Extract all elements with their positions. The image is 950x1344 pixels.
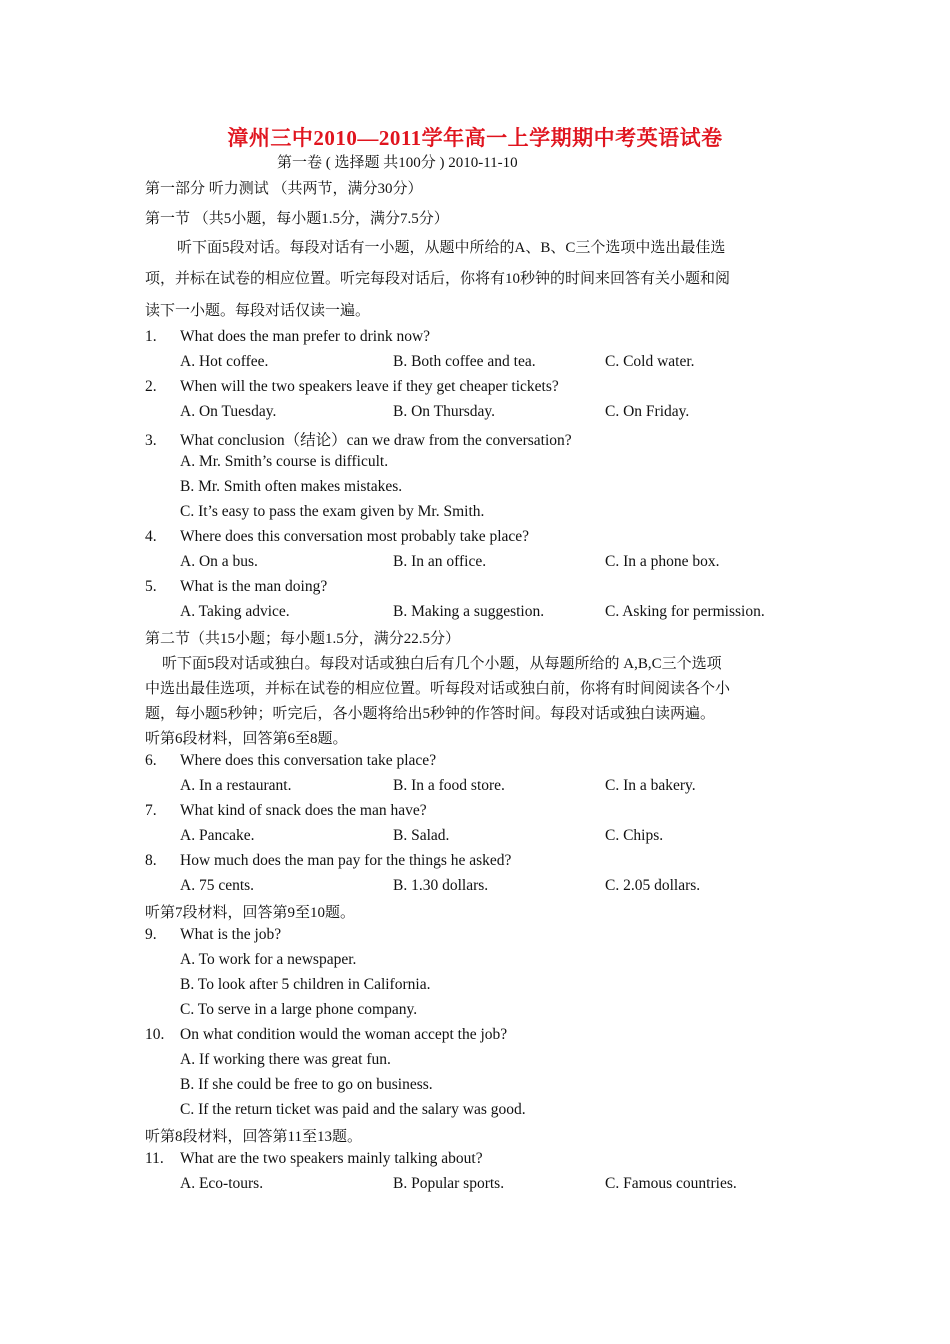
- option-b: B. In an office.: [393, 553, 487, 570]
- question-3: [145, 428, 572, 450]
- option-c: C. 2.05 dollars.: [605, 877, 701, 894]
- question-2: [145, 378, 559, 396]
- option-b: B. In a food store.: [393, 777, 505, 794]
- option-b: B. 1.30 dollars.: [393, 877, 489, 894]
- option-a: A. 75 cents.: [180, 877, 255, 894]
- material-8-instruction: 听第8段材料，回答第11至13题。: [145, 1129, 362, 1145]
- question-text: Where does this conversation take place?: [180, 752, 437, 769]
- question-8: [145, 852, 511, 870]
- option-b: B. Mr. Smith often makes mistakes.: [180, 478, 403, 495]
- option-c: C. Asking for permission.: [605, 603, 765, 620]
- intro2-line3: 题，每小题5秒钟；听完后，各小题将给出5秒钟的作答时间。每段对话或独白读两遍。: [145, 706, 716, 722]
- section2-heading: 第二节（共15小题；每小题1.5分，满分22.5分）: [145, 631, 461, 647]
- option-a: A. On a bus.: [180, 553, 258, 570]
- option-a: A. If working there was great fun.: [180, 1051, 391, 1068]
- material-7-instruction: 听第7段材料，回答第9至10题。: [145, 905, 356, 921]
- intro1-line1: 听下面5段对话。每段对话有一小题，从题中所给的A、B、C三个选项中选出最佳选: [177, 240, 726, 256]
- option-b: B. Both coffee and tea.: [393, 353, 536, 370]
- question-number: 5.: [145, 578, 157, 595]
- option-c: C. If the return ticket was paid and the salary was good.: [180, 1101, 526, 1118]
- question-6: [145, 752, 436, 770]
- option-b: B. Salad.: [393, 827, 450, 844]
- question-5: [145, 578, 327, 596]
- question-number: 8.: [145, 852, 157, 869]
- option-c: C. On Friday.: [605, 403, 690, 420]
- question-text: What is the job?: [180, 926, 282, 943]
- question-text: When will the two speakers leave if they get cheaper tickets?: [180, 378, 559, 395]
- question-number: 1.: [145, 328, 157, 345]
- option-b: B. Popular sports.: [393, 1175, 505, 1192]
- question-number: 7.: [145, 802, 157, 819]
- option-a: A. Hot coffee.: [180, 353, 269, 370]
- question-7: [145, 802, 427, 820]
- question-10: [145, 1026, 507, 1044]
- question-1: [145, 328, 430, 346]
- question-text: On what condition would the woman accept the job?: [180, 1026, 508, 1043]
- question-number: 9.: [145, 926, 157, 943]
- question-number: 2.: [145, 378, 157, 395]
- option-b: B. To look after 5 children in California.: [180, 976, 431, 993]
- option-b: B. If she could be free to go on business.: [180, 1076, 433, 1093]
- option-b: B. On Thursday.: [393, 403, 496, 420]
- option-b: B. Making a suggestion.: [393, 603, 545, 620]
- question-number: 3.: [145, 432, 157, 449]
- question-text: How much does the man pay for the things he asked?: [180, 852, 512, 869]
- question-text: What does the man prefer to drink now?: [180, 328, 431, 345]
- intro2-line2: 中选出最佳选项，并标在试卷的相应位置。听每段对话或独白前，你将有时间阅读各个小: [145, 681, 731, 697]
- option-a: A. Mr. Smith’s course is difficult.: [180, 453, 389, 470]
- question-text: What are the two speakers mainly talking about?: [180, 1150, 483, 1167]
- intro2-line1: 听下面5段对话或独白。每段对话或独白后有几个小题，从每题所给的 A,B,C三个选项: [162, 656, 722, 672]
- material-6-instruction: 听第6段材料，回答第6至8题。: [145, 731, 348, 747]
- question-text: Where does this conversation most probably take place?: [180, 528, 530, 545]
- option-c: C. It’s easy to pass the exam given by Mr. Smith.: [180, 503, 485, 520]
- part1-heading: 第一部分 听力测试 （共两节，满分30分）: [145, 181, 423, 197]
- question-number: 4.: [145, 528, 157, 545]
- option-c: C. Famous countries.: [605, 1175, 737, 1192]
- question-9: [145, 926, 281, 944]
- option-c: C. Cold water.: [605, 353, 695, 370]
- question-number: 11.: [145, 1150, 164, 1167]
- paper-subtitle: 第一卷 ( 选择题 共100分 ) 2010-11-10: [277, 155, 518, 171]
- question-4: [145, 528, 529, 546]
- option-a: A. On Tuesday.: [180, 403, 277, 420]
- question-number: 6.: [145, 752, 157, 769]
- option-c: C. In a bakery.: [605, 777, 696, 794]
- section1-heading: 第一节 （共5小题，每小题1.5分，满分7.5分）: [145, 211, 449, 227]
- option-c: C. Chips.: [605, 827, 664, 844]
- question-text: What is the man doing?: [180, 578, 328, 595]
- option-a: A. Taking advice.: [180, 603, 290, 620]
- intro1-line3: 读下一小题。每段对话仅读一遍。: [145, 303, 371, 319]
- question-number: 10.: [145, 1026, 165, 1043]
- intro1-line2: 项，并标在试卷的相应位置。听完每段对话后，你将有10秒钟的时间来回答有关小题和阅: [145, 271, 731, 287]
- question-text: What conclusion（结论）can we draw from the conversation?: [180, 432, 572, 449]
- question-11: [145, 1150, 483, 1168]
- option-a: A. To work for a newspaper.: [180, 951, 357, 968]
- option-c: C. To serve in a large phone company.: [180, 1001, 418, 1018]
- option-a: A. In a restaurant.: [180, 777, 292, 794]
- option-a: A. Eco-tours.: [180, 1175, 264, 1192]
- question-text: What kind of snack does the man have?: [180, 802, 427, 819]
- option-a: A. Pancake.: [180, 827, 255, 844]
- option-c: C. In a phone box.: [605, 553, 720, 570]
- page-title: 漳州三中2010—2011学年高一上学期期中考英语试卷: [227, 126, 723, 150]
